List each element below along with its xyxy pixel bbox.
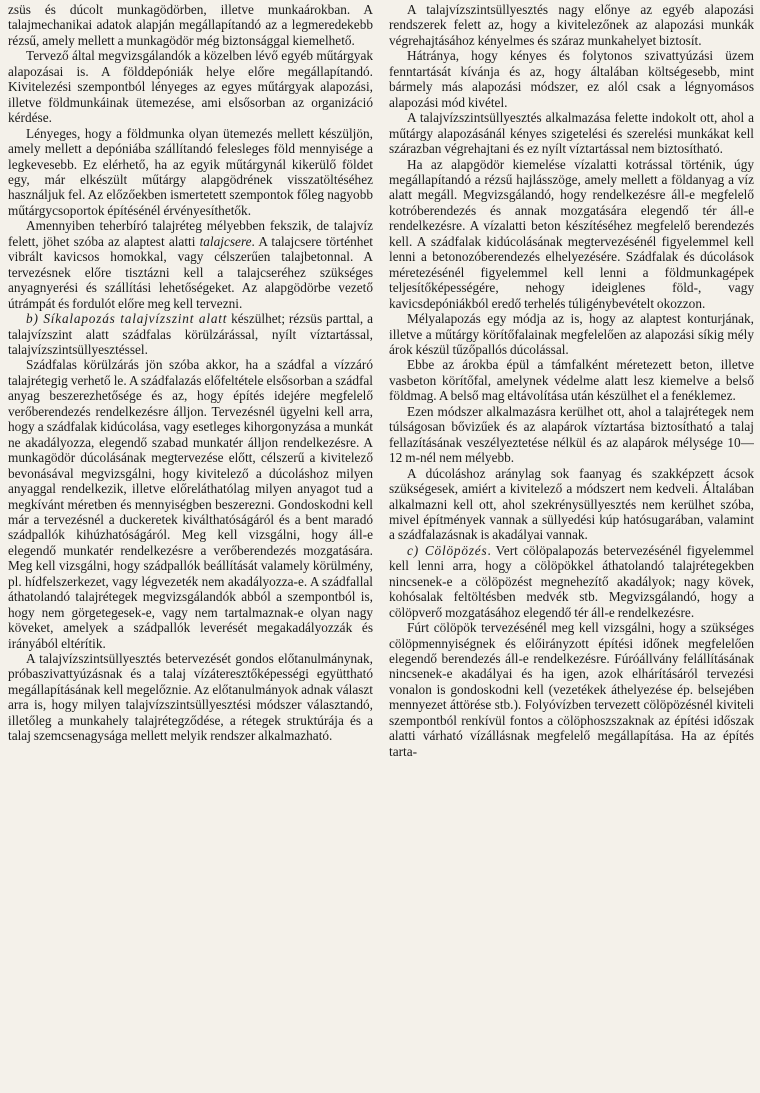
section-c-paragraph	[389, 543, 754, 620]
paragraph: Mélyalapozás egy módja az is, hogy az alaptest konturjának, illetve a műtárgy körítőfalainak megfelelően az alapozási síkig mély árok készül tűzőpallós dúcolással.	[389, 311, 754, 357]
paragraph: Lényeges, hogy a földmunka olyan ütemezés mellett készüljön, amely mellett a depóniába szállítandó felesleges föld mennyisége a legkevesebb. Ez elérhető, ha az egyik műtárgynál kikerülő földet egy, már elkészült műtárgy alapgödrének visszatöltéséhez használjuk fel. Az előzőekben ismertetett szempontok főleg nagyobb műtárgycsoportok építésénél érvényesíthetők.	[8, 125, 373, 218]
paragraph: A dúcoláshoz aránylag sok faanyag és szakképzett ácsok szükségesek, amiért a kivitelező a módszert nem kedveli. Általában alkalmazni kell ott, ahol szekrénysüllyesztés nem kerülhet szóba, mivel építmények vannak a süllyedési kúp hatósugarában, valamint a szádfalazásnak is akadályai vannak.	[389, 465, 754, 543]
paragraph: Ebbe az árokba épül a támfalként méretezett beton, illetve vasbeton körítőfal, amelynek védelme alatt lesz kiemelve a belső földmag. A belső mag eltávolítása után készülhet el a fenéklemez.	[389, 357, 754, 404]
paragraph: Tervező által megvizsgálandók a közelben lévő egyéb műtárgyak alapozásai is. A földdepóniák helye előre megállapítandó. Kivitelezési szempontból lényeges az egyes műtárgyak alapozási, illetve földmunkáinak ütemezése, ami elsősorban az organizáció kérdése.	[8, 48, 373, 126]
paragraph: A talajvízszintsüllyesztés betervezését gondos előtanulmánynak, próbaszivattyúzásnak és a talaj vízáteresztőképességi együttható megállapításának kell megelőznie. Az előtanulmányok adnak választ arra is, hogy milyen talajvízszintsüllyesztési módszer választandó, illetőleg a munkahely talajrétegződése, a rétegek struktúrája és a talaj szemcsenagysága mellett melyik rendszer alkalmazható.	[8, 651, 373, 744]
text-run: . Vert cölöpalapozás betervezésénél figyelemmel kell lenni arra, hogy a cölöpökkel áthatolandó talajrétegekben nincsenek-e a cölöpözést megnehezítő akadályok; nagy kövek, kohósalak feltöltésben medvék stb. Megvizsgálandó, hogy a cölöpverő mozgatásához elegendő tér áll-e rendelkezésre.	[389, 542, 754, 620]
paragraph: Hátránya, hogy kényes és folytonos szivattyúzási üzem fenntartását kívánja és az, hogy általában költségesebb, mint bármely más alapozási módszer, ez alól csak a légnyomásos alapozási mód kivétel.	[389, 48, 754, 110]
section-heading-c: c) Cölöpözés	[407, 542, 488, 558]
section-b-paragraph	[8, 311, 373, 357]
text-run: . A talajcsere történhet vibrált kavicsos homokkal, vagy célszerűen talajbetonnal. A tervezésnek előre tisztázni kell a talajcseréhez szükséges anyagnyerési és szállítási lehetőségeket. Az alapgödörbe vezető útrámpát és fordulót előre meg kell tervezni.	[8, 233, 373, 311]
paragraph: Ezen módszer alkalmazásra kerülhet ott, ahol a talajrétegek nem túlságosan bővizűek és az alapárok víztartása biztosítható a talaj fellazításának veszélyeztetése nélkül és az alapárok mélysége 10—12 m-nél nem mélyebb.	[389, 403, 754, 466]
paragraph: zsüs és dúcolt munkagödörben, illetve munkaárokban. A talajmechanikai adatok alapján megállapítandó az a legmeredekebb rézsű, amely mellett a munkagödör még biztonsággal kiemelhető.	[8, 2, 373, 48]
emphasis-talajcsere: talajcsere	[199, 233, 252, 249]
left-column	[8, 2, 373, 1093]
paragraph	[8, 218, 373, 311]
section-heading-b: b) Síkalapozás talajvízszint alatt	[26, 311, 228, 327]
paragraph: Szádfalas körülzárás jön szóba akkor, ha a szádfal a vízzáró talajrétegig verhető le. A szádfalazás előfeltétele elsősorban a szádfal anyag beszerezhetősége és az, hogy építés idejére megfelelő verőberendezés rendelkezésre álljon. Tervezésnél ügyelni kell arra, hogy a szádfalak kidúcolása, vagy esetleges kihorgonyzása a munkát ne akadályozza, elegendő szabad munkatér álljon rendelkezésre. A munkagödör dúcolásának megtervezése előtt, célszerű a kivitelező bevonásával megvizsgálni, hogy kivitelező a dúcoláshoz milyen anyaggal rendelkezik, illetve előreláthatólag milyen anyagot tud a megkívánt méretben és mennyiségben beszerezni. Gondoskodni kell már a tervezésnél a duckeretek kiválthatóságáról és a bent maradó szádpallók kihúzhatóságáról. Meg kell vizsgálni, hogy áll-e elegendő munkatér rendelkezésre a verőberendezés mozgatására. Meg kell vizsgálni, hogy szádpallók beállítását valamely körülmény, pl. hídfelszerkezet, vagy légvezeték nem akadályozza-e. A szádfallal áthatolandó talajrétegek megvizsgálandók abból a szempontból is, hogy nem görgetegesek-e, vagy nem tartalmaznak-e olyan nagy köveket, amelyek a szádpallók leverését megakadályozzák és irányából eltérítik.	[8, 357, 373, 651]
paragraph: Ha az alapgödör kiemelése vízalatti kotrással történik, úgy megállapítandó a rézsű hajlásszöge, amely mellett a földanyag a víz alatt megáll. Megvizsgálandó, hogy rendelkezésre áll-e megfelelő kotróberendezés és annak mozgatására elegendő tér áll-e rendelkezésre. A vízalatti beton készítéséhez megfelelő berendezés kell. A szádfalak kidúcolásának megtervezésénél figyelemmel kell lenni a betonozóberendezés elhelyezésére. Szádfalak és dúcolások méretezésénél figyelemmel kell lenni a földmunkagépek teljesítőképességére, nehogy ideiglenes föld-, vagy kavicsdepóniákból eredő terhelés túligénybevételt okozzon.	[389, 156, 754, 311]
text-run: Amennyiben teherbíró talajréteg mélyebben fekszik, de talajvíz felett, jöhet szóba az alaptest alatti	[8, 218, 373, 249]
text-run: készülhet; rézsüs parttal, a talajvízszint alatt szádfalas körülzárással, nyílt víztartással, talajvízszintsüllyesztéssel.	[8, 311, 373, 357]
right-column	[389, 2, 754, 1093]
paragraph: Fúrt cölöpök tervezésénél meg kell vizsgálni, hogy a szükséges cölöpmennyiségnek és előirányzott építési időnek megfelelően elegendő berendezés áll-e rendelkezésre. Fúróállvány felállításának nincsenek-e akadályai és ha igen, azok elhárításáról tervezési vonalon is gondoskodni kell (vezetékek áthelyezése ép. belsejében mennyezet áttörése stb.). Folyóvízben tervezett cölöpözésnél kiviteli szempontból renkívül fontos a cölöphoszszaknak az építési időszak alatti várható vízállásnak megfelelő megállapítása. Ha az építés tarta-	[389, 620, 754, 759]
paragraph: A talajvízszintsüllyesztés alkalmazása felette indokolt ott, ahol a műtárgy alapozásánál kényes szigetelési és szerelési munkákat kell szárazban végrehajtani és ez nyílt víztartással nem biztosítható.	[389, 110, 754, 157]
paragraph: A talajvízszintsüllyesztés nagy előnye az egyéb alapozási rendszerek felett az, hogy a kivitelezőnek az alapozási munkák végrehajtásához kényelmes és száraz munkahelyet biztosít.	[389, 2, 754, 48]
